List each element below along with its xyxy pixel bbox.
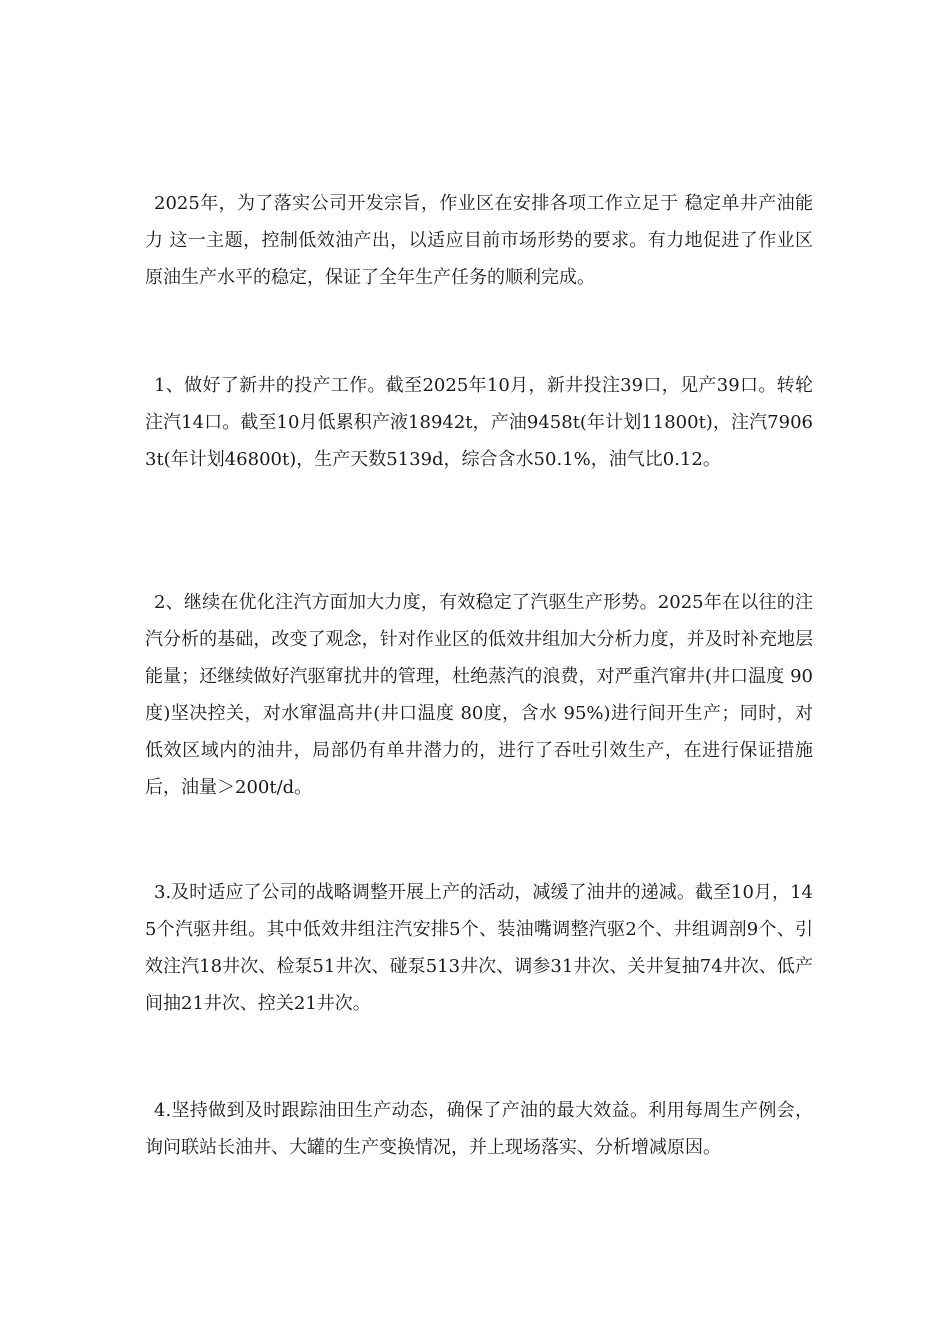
paragraph-intro: 2025年，为了落实公司开发宗旨，作业区在安排各项工作立足于 稳定单井产油能力 这一主题，控制低效油产出，以适应目前市场形势的要求。有力地促进了作业区原油生产水平的稳定，保证了全年生产任务的顺利完成。 [145, 193, 813, 288]
paragraph-item-4: 4.坚持做到及时跟踪油田生产动态，确保了产油的最大效益。利用每周生产例会，询问联站长油井、大罐的生产变换情况，并上现场落实、分析增减原因。 [145, 1100, 813, 1158]
paragraph-item-3: 3.及时适应了公司的战略调整开展上产的活动，减缓了油井的递减。截至10月，145个汽驱井组。其中低效井组注汽安排5个、装油嘴调整汽驱2个、井组调剖9个、引效注汽18井次、检泵51井次、碰泵513井次、调参31井次、关井复抽74井次、低产间抽21井次、控关21井次。 [145, 882, 813, 1014]
paragraph-item-1: 1、做好了新井的投产工作。截至2025年10月，新井投注39口，见产39口。转轮注汽14口。截至10月低累积产液18942t，产油9458t(年计划11800t)，注汽79063t(年计划46800t)，生产天数5139d，综合含水50.1%，油气比0.12。 [145, 375, 813, 470]
paragraph-item-2: 2、继续在优化注汽方面加大力度，有效稳定了汽驱生产形势。2025年在以往的注汽分析的基础，改变了观念，针对作业区的低效井组加大分析力度，并及时补充地层能量；还继续做好汽驱窜扰井的管理，杜绝蒸汽的浪费，对严重汽窜井(井口温度 90度)坚决控关，对水窜温高井(井口温度 80度，含水 95%)进行间开生产；同时，对低效区域内的油井，局部仍有单井潜力的，进行了吞吐引效生产，在进行保证措施后，油量＞200t/d。 [145, 592, 813, 798]
